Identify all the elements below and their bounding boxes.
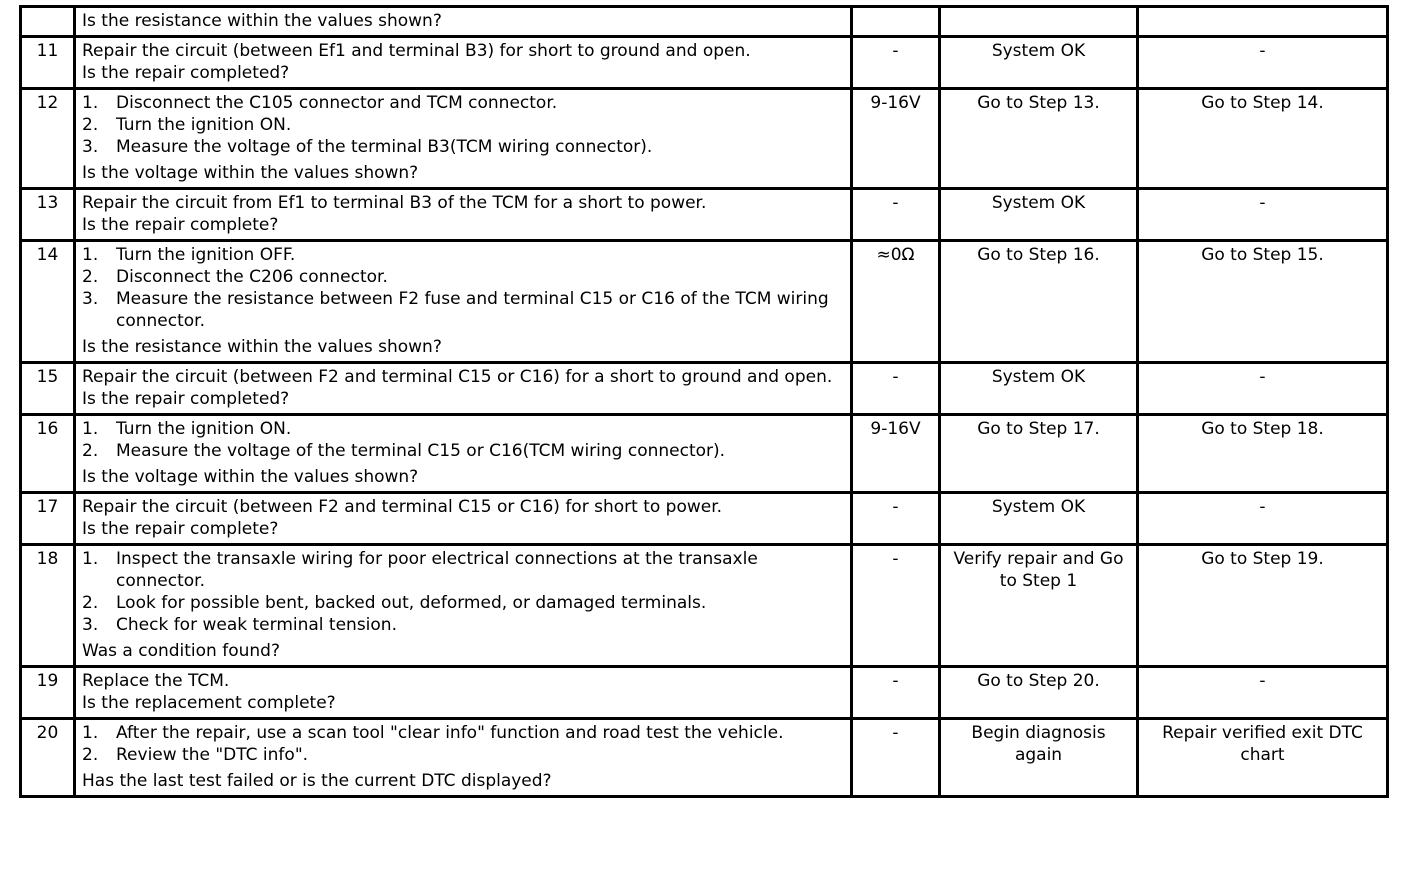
procedure-step [82, 614, 844, 636]
procedure-question: Has the last test failed or is the current DTC displayed? [82, 771, 552, 791]
procedure-question: Is the repair complete? [82, 215, 279, 235]
procedure-step [82, 92, 844, 114]
specification-value [852, 7, 940, 37]
specification-value: - [852, 363, 940, 415]
procedure-step-list [82, 418, 844, 462]
procedure-cell [75, 667, 852, 719]
table-row [21, 241, 1388, 363]
procedure-step-text: Check for weak terminal tension. [116, 615, 397, 635]
table-row [21, 37, 1388, 89]
specification-value: ≈0Ω [852, 241, 940, 363]
procedure-step [82, 114, 844, 136]
procedure-step-text: Measure the voltage of the terminal C15 or C16(TCM wiring connector). [116, 441, 726, 461]
step-number: 18 [21, 545, 75, 667]
procedure-cell [75, 363, 852, 415]
result-yes: System OK [940, 189, 1138, 241]
specification-value: 9-16V [852, 415, 940, 493]
procedure-step-text: Disconnect the C206 connector. [116, 267, 388, 287]
procedure-text: Repair the circuit (between F2 and terminal C15 or C16) for a short to ground and open. [82, 367, 833, 387]
step-number: 17 [21, 493, 75, 545]
result-no: - [1138, 189, 1388, 241]
result-yes: Go to Step 17. [940, 415, 1138, 493]
procedure-cell [75, 493, 852, 545]
result-no [1138, 7, 1388, 37]
procedure-step-list [82, 722, 844, 766]
table-row [21, 545, 1388, 667]
result-no: - [1138, 363, 1388, 415]
procedure-text: Repair the circuit (between Ef1 and terminal B3) for short to ground and open. [82, 41, 751, 61]
table-row [21, 719, 1388, 797]
procedure-question: Is the voltage within the values shown? [82, 467, 419, 487]
procedure-question: Is the replacement complete? [82, 693, 336, 713]
specification-value: - [852, 545, 940, 667]
procedure-step-number: 2. [82, 267, 99, 287]
specification-value: - [852, 667, 940, 719]
procedure-step-number: 3. [82, 615, 99, 635]
step-number: 14 [21, 241, 75, 363]
table-row [21, 493, 1388, 545]
procedure-step-text: Measure the voltage of the terminal B3(TCM wiring connector). [116, 137, 653, 157]
procedure-step-number: 3. [82, 289, 99, 309]
procedure-step [82, 548, 844, 592]
step-number: 12 [21, 89, 75, 189]
procedure-cell [75, 89, 852, 189]
result-yes: System OK [940, 37, 1138, 89]
procedure-step-number: 2. [82, 441, 99, 461]
procedure-question: Is the repair completed? [82, 63, 290, 83]
procedure-question: Is the resistance within the values shown? [82, 337, 442, 357]
procedure-step-number: 2. [82, 593, 99, 613]
procedure-step-number: 1. [82, 419, 99, 439]
result-no: Go to Step 18. [1138, 415, 1388, 493]
step-number: 20 [21, 719, 75, 797]
procedure-step-text: Measure the resistance between F2 fuse and terminal C15 or C16 of the TCM wiring connector. [116, 289, 829, 331]
procedure-step-list [82, 244, 844, 332]
procedure-step-number: 2. [82, 115, 99, 135]
step-number: 15 [21, 363, 75, 415]
step-number: 19 [21, 667, 75, 719]
procedure-step-list [82, 92, 844, 158]
procedure-question: Is the repair completed? [82, 389, 290, 409]
step-number [21, 7, 75, 37]
table-row [21, 667, 1388, 719]
procedure-step [82, 244, 844, 266]
procedure-step-number: 1. [82, 245, 99, 265]
result-yes: Go to Step 13. [940, 89, 1138, 189]
procedure-step [82, 136, 844, 158]
procedure-cell [75, 719, 852, 797]
troubleshooting-table-body [21, 7, 1388, 797]
result-yes: Verify repair and Go to Step 1 [940, 545, 1138, 667]
procedure-cell [75, 7, 852, 37]
result-no: Repair verified exit DTC chart [1138, 719, 1388, 797]
procedure-cell [75, 545, 852, 667]
procedure-step-number: 3. [82, 137, 99, 157]
procedure-step-number: 1. [82, 723, 99, 743]
table-row [21, 89, 1388, 189]
specification-value: - [852, 719, 940, 797]
procedure-step-text: After the repair, use a scan tool "clear info" function and road test the vehicle. [116, 723, 784, 743]
procedure-step-list [82, 548, 844, 636]
result-yes [940, 7, 1138, 37]
procedure-cell [75, 241, 852, 363]
troubleshooting-table [19, 5, 1389, 798]
procedure-step [82, 440, 844, 462]
procedure-step-text: Turn the ignition ON. [116, 419, 292, 439]
result-yes: Begin diagnosis again [940, 719, 1138, 797]
table-row [21, 363, 1388, 415]
result-yes: System OK [940, 493, 1138, 545]
procedure-step-text: Disconnect the C105 connector and TCM connector. [116, 93, 558, 113]
procedure-step-text: Inspect the transaxle wiring for poor electrical connections at the transaxle connector. [116, 549, 758, 591]
procedure-step-text: Turn the ignition ON. [116, 115, 292, 135]
procedure-cell [75, 415, 852, 493]
procedure-question: Is the repair complete? [82, 519, 279, 539]
procedure-step-text: Review the "DTC info". [116, 745, 309, 765]
result-no: - [1138, 493, 1388, 545]
procedure-step [82, 418, 844, 440]
result-no: Go to Step 14. [1138, 89, 1388, 189]
specification-value: 9-16V [852, 89, 940, 189]
procedure-cell [75, 37, 852, 89]
specification-value: - [852, 37, 940, 89]
table-row [21, 415, 1388, 493]
result-yes: Go to Step 16. [940, 241, 1138, 363]
procedure-step-number: 2. [82, 745, 99, 765]
procedure-text: Repair the circuit (between F2 and terminal C15 or C16) for short to power. [82, 497, 723, 517]
procedure-step-number: 1. [82, 549, 99, 569]
result-no: - [1138, 667, 1388, 719]
step-number: 16 [21, 415, 75, 493]
procedure-text: Repair the circuit from Ef1 to terminal B3 of the TCM for a short to power. [82, 193, 707, 213]
procedure-step [82, 288, 844, 332]
step-number: 11 [21, 37, 75, 89]
procedure-step [82, 592, 844, 614]
procedure-step-text: Look for possible bent, backed out, deformed, or damaged terminals. [116, 593, 707, 613]
table-row [21, 189, 1388, 241]
specification-value: - [852, 189, 940, 241]
procedure-step [82, 266, 844, 288]
diagnostic-procedure-sheet [19, 5, 1386, 798]
procedure-cell [75, 189, 852, 241]
result-yes: System OK [940, 363, 1138, 415]
procedure-question: Was a condition found? [82, 641, 280, 661]
procedure-question: Is the voltage within the values shown? [82, 163, 419, 183]
procedure-step [82, 744, 844, 766]
result-no: - [1138, 37, 1388, 89]
result-no: Go to Step 19. [1138, 545, 1388, 667]
step-number: 13 [21, 189, 75, 241]
specification-value: - [852, 493, 940, 545]
result-yes: Go to Step 20. [940, 667, 1138, 719]
procedure-question: Is the resistance within the values shown? [82, 11, 442, 31]
procedure-step-text: Turn the ignition OFF. [116, 245, 296, 265]
procedure-text: Replace the TCM. [82, 671, 230, 691]
procedure-step-number: 1. [82, 93, 99, 113]
procedure-step [82, 722, 844, 744]
result-no: Go to Step 15. [1138, 241, 1388, 363]
table-row [21, 7, 1388, 37]
